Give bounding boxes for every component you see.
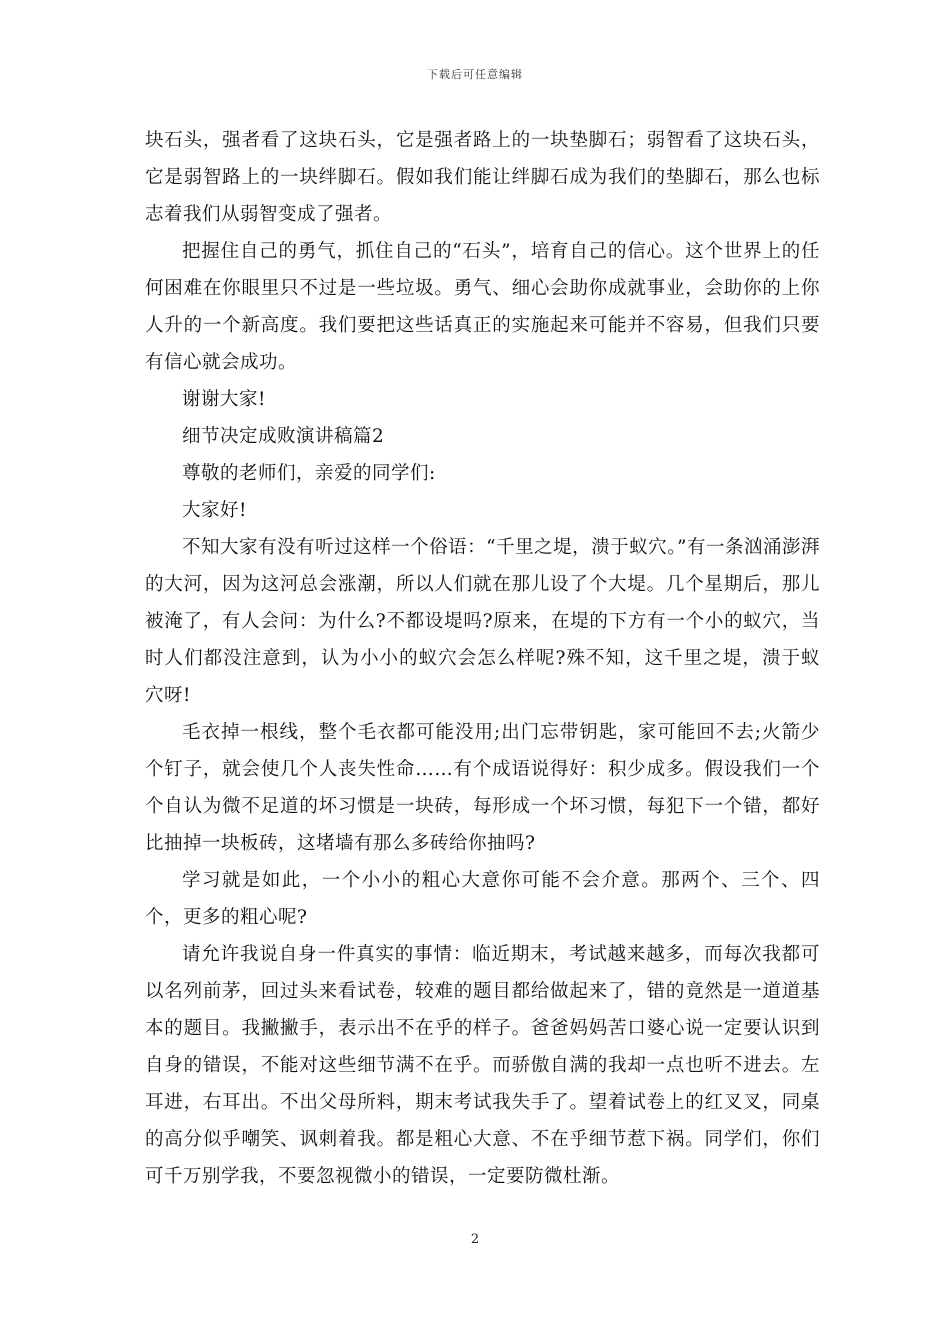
- paragraph-story: 请允许我说自身一件真实的事情：临近期末，考试越来越多，而每次我都可以名列前茅，回过头来看试卷，较难的题目都给做起来了，错的竟然是一道道基本的题目。我撇撇手，表示出不在乎的样子。爸爸妈妈苦口婆心说一定要认识到自身的错误，不能对这些细节满不在乎。而骄傲自满的我却一点也听不进去。左耳进，右耳出。不出父母所料，期末考试我失手了。望着试卷上的红叉叉，同桌的高分似乎嘲笑、讽刺着我。都是粗心大意、不在乎细节惹下祸。同学们，你们可千万别学我，不要忽视微小的错误，一定要防微杜渐。: [145, 944, 820, 1187]
- page-header-note: 下载后可任意编辑: [427, 68, 523, 81]
- paragraph-study: 学习就是如此，一个小小的粗心大意你可能不会介意。那两个、三个、四个，更多的粗心呢?: [145, 870, 820, 928]
- document-body: [145, 122, 820, 1195]
- paragraph-continuation: 块石头，强者看了这块石头，它是强者路上的一块垫脚石；弱智看了这块石头，它是弱智路上的一块绊脚石。假如我们能让绊脚石成为我们的垫脚石，那么也标志着我们从弱智变成了强者。: [145, 130, 820, 225]
- section-title: 细节决定成败演讲稿篇2: [182, 426, 385, 447]
- page-number: 2: [470, 1232, 480, 1247]
- paragraph-sweater: 毛衣掉一根线，整个毛衣都可能没用;出门忘带钥匙，家可能回不去;火箭少个钉子，就会使几个人丧失性命……有个成语说得好：积少成多。假设我们一个个自认为微不足道的坏习惯是一块砖，每形成一个坏习惯，每犯下一个错，都好比抽掉一块板砖，这堵墙有那么多砖给你抽吗?: [145, 722, 820, 854]
- salutation: 尊敬的老师们，亲爱的同学们:: [182, 463, 436, 484]
- paragraph-courage: 把握住自己的勇气，抓住自己的“石头”，培育自己的信心。这个世界上的任何困难在你眼里只不过是一些垃圾。勇气、细心会助你成就事业，会助你的上你人升的一个新高度。我们要把这些话真正的实施起来可能并不容易，但我们只要有信心就会成功。: [145, 241, 820, 373]
- paragraph-proverb: 不知大家有没有听过这样一个俗语：“千里之堤，溃于蚁穴。”有一条汹涌澎湃的大河，因为这河总会涨潮，所以人们就在那儿设了个大堤。几个星期后，那儿被淹了，有人会问：为什么?不都设堤吗?原来，在堤的下方有一个小的蚁穴，当时人们都没注意到，认为小小的蚁穴会怎么样呢?殊不知，这千里之堤，溃于蚁穴呀!: [145, 537, 820, 706]
- greeting: 大家好!: [182, 500, 247, 521]
- paragraph-thanks: 谢谢大家!: [182, 389, 266, 410]
